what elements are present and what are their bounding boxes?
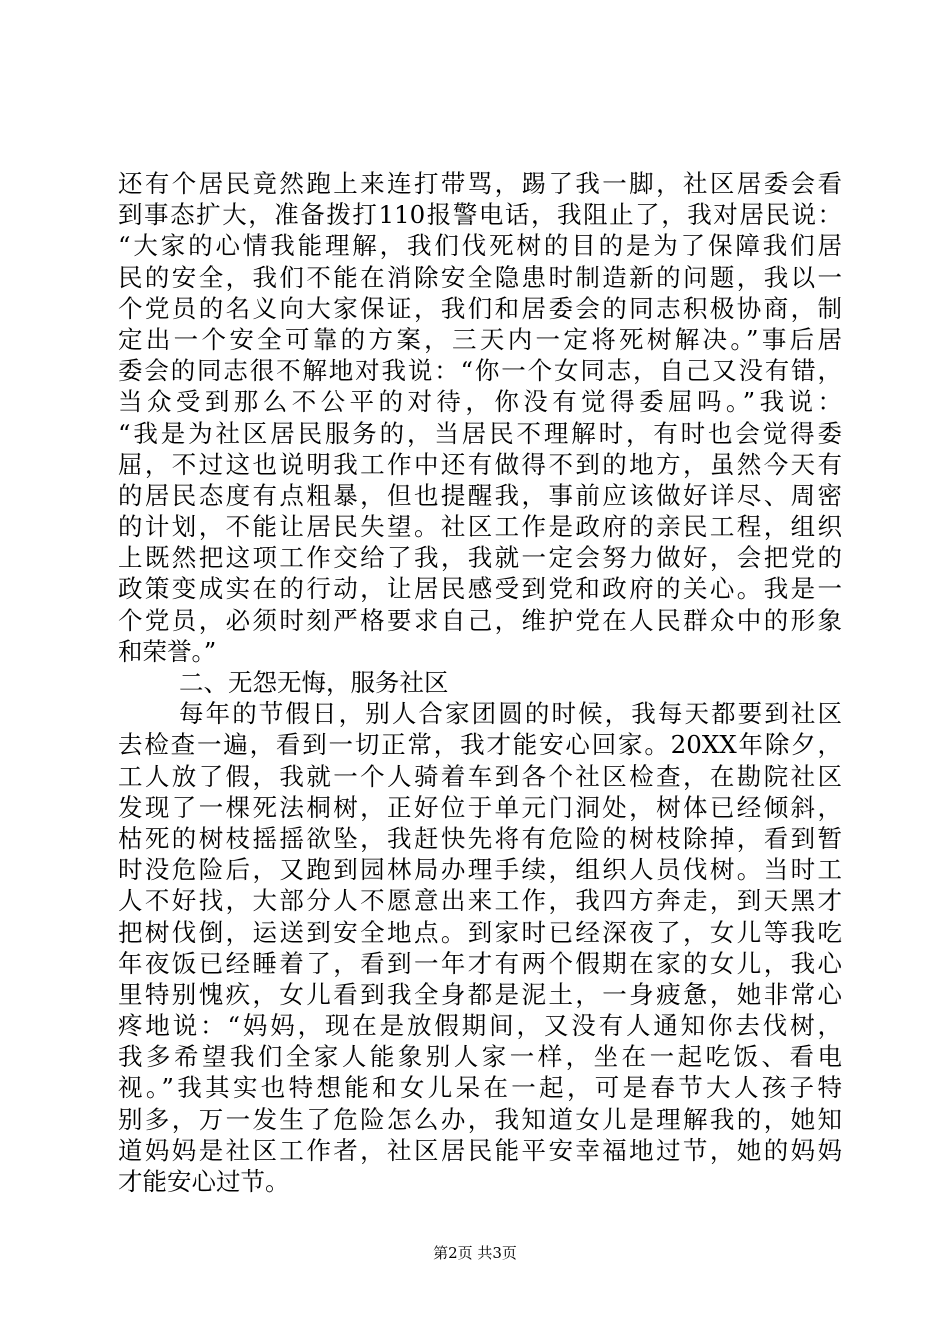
- text-line: 道妈妈是社区工作者，社区居民能平安幸福地过节，她的妈妈: [118, 1135, 842, 1165]
- body-text: [118, 168, 842, 1197]
- text-line: 个党员，必须时刻严格要求自己，维护党在人民群众中的形象: [118, 605, 842, 635]
- text-line: 委会的同志很不解地对我说：“你一个女同志，自己又没有错，: [118, 356, 842, 386]
- text-line: 视。”我其实也特想能和女儿呆在一起，可是春节大人孩子特: [118, 1073, 842, 1103]
- text-line: 还有个居民竟然跑上来连打带骂，踢了我一脚，社区居委会看: [118, 169, 842, 198]
- paragraph-first-line: 每年的节假日，别人合家团圆的时候，我每天都要到社区: [179, 699, 842, 729]
- text-line: 枯死的树枝摇摇欲坠，我赶快先将有危险的树枝除掉，看到暂: [118, 823, 842, 853]
- text-line: 把树伐倒，运送到安全地点。到家时已经深夜了，女儿等我吃: [118, 917, 842, 947]
- text-line: 政策变成实在的行动，让居民感受到党和政府的关心。我是一: [118, 574, 842, 604]
- text-line: 才能安心过节。: [118, 1167, 290, 1196]
- text-line: 人不好找，大部分人不愿意出来工作，我四方奔走，到天黑才: [118, 886, 842, 916]
- text-line: 屈，不过这也说明我工作中还有做得不到的地方，虽然今天有: [118, 449, 842, 479]
- text-line: 个党员的名义向大家保证，我们和居委会的同志积极协商，制: [118, 293, 842, 323]
- text-line: 去检查一遍，看到一切正常，我才能安心回家。20XX年除夕，: [118, 730, 842, 760]
- text-line: 发现了一棵死法桐树，正好位于单元门洞处，树体已经倾斜，: [118, 792, 842, 822]
- text-line: 工人放了假，我就一个人骑着车到各个社区检查，在勘院社区: [118, 761, 842, 791]
- text-line: 我多希望我们全家人能象别人家一样，坐在一起吃饭、看电: [118, 1042, 842, 1072]
- text-line: 的居民态度有点粗暴，但也提醒我，事前应该做好详尽、周密: [118, 480, 842, 510]
- section-heading: 二、无怨无悔，服务社区: [179, 668, 449, 697]
- text-line: 年夜饭已经睡着了，看到一年才有两个假期在家的女儿，我心: [118, 948, 842, 978]
- text-line: 和荣誉。”: [118, 636, 217, 666]
- text-line: 民的安全，我们不能在消除安全隐患时制造新的问题，我以一: [118, 262, 842, 292]
- text-line: 当众受到那么不公平的对待，你没有觉得委屈吗。”我说：: [118, 387, 842, 417]
- text-line: 别多，万一发生了危险怎么办，我知道女儿是理解我的，她知: [118, 1104, 842, 1134]
- page-footer: 第2页 共3页: [433, 1244, 517, 1262]
- text-line: “大家的心情我能理解，我们伐死树的目的是为了保障我们居: [118, 231, 842, 261]
- text-line: “我是为社区居民服务的，当居民不理解时，有时也会觉得委: [118, 418, 842, 448]
- text-line: 的计划，不能让居民失望。社区工作是政府的亲民工程，组织: [118, 512, 842, 542]
- text-line: 时没危险后，又跑到园林局办理手续，组织人员伐树。当时工: [118, 855, 842, 885]
- text-line: 到事态扩大，准备拨打110报警电话，我阻止了，我对居民说：: [118, 200, 842, 230]
- text-line: 上既然把这项工作交给了我，我就一定会努力做好，会把党的: [118, 543, 842, 573]
- text-line: 定出一个安全可靠的方案，三天内一定将死树解决。”事后居: [118, 324, 842, 354]
- text-line: 疼地说：“妈妈，现在是放假期间，又没有人通知你去伐树，: [118, 1011, 842, 1041]
- text-line: 里特别愧疚，女儿看到我全身都是泥土，一身疲惫，她非常心: [118, 979, 842, 1009]
